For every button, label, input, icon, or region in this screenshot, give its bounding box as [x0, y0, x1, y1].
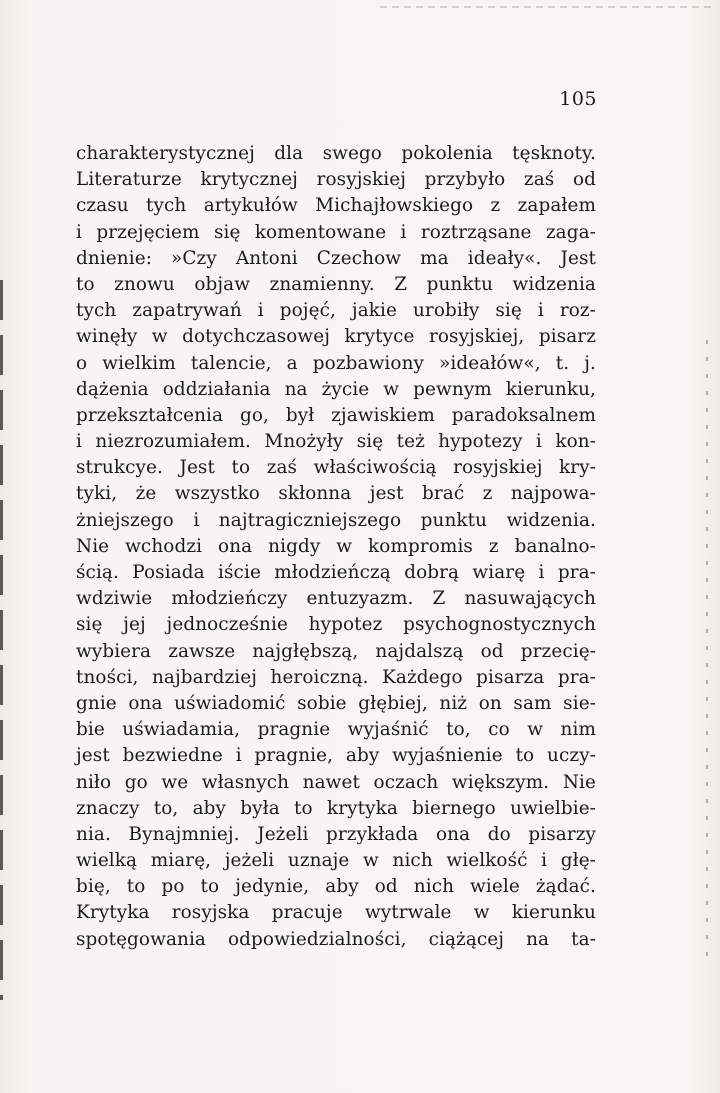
text-line: bie uświadamia, pragnie wyjaśnić to, co w nim — [76, 719, 596, 741]
text-line: to znowu objaw znamienny. Z punktu widzenia — [76, 273, 596, 295]
text-line: nia. Bynajmniej. Jeżeli przykłada ona do pisarzy — [76, 823, 596, 845]
text-line: dnienie: »Czy Antoni Czechow ma ideały«. Jest — [76, 247, 596, 269]
text-line: Literaturze krytycznej rosyjskiej przybyło zaś od — [76, 169, 596, 191]
text-line: jest bezwiedne i pragnie, aby wyjaśnienie to uczy- — [76, 745, 596, 767]
text-line: charakterystycznej dla swego pokolenia tęsknoty. — [76, 143, 596, 164]
page-number: 105 — [559, 88, 597, 110]
text-line: tych zapatrywań i pojęć, jakie urobiły się i roz- — [76, 300, 596, 322]
text-line: tności, najbardziej heroiczną. Każdego pisarza pra- — [76, 666, 596, 688]
text-line: i przejęciem się komentowane i roztrząsane zaga- — [76, 221, 596, 243]
text-line: gnie ona uświadomić sobie głębiej, niż on sam sie- — [76, 692, 596, 714]
text-line: o wielkim talencie, a pozbawiony »ideałów«, t. j. — [76, 352, 596, 374]
text-line: ścią. Posiada iście młodzieńczą dobrą wiarę i pra- — [76, 562, 596, 583]
body-text — [76, 141, 596, 953]
text-line: Krytyka rosyjska pracuje wytrwale w kierunku — [76, 902, 596, 924]
text-line: znaczy to, aby była to krytyka biernego uwielbie- — [76, 797, 596, 819]
text-line: spotęgowania odpowiedzialności, ciążącej na ta- — [76, 928, 596, 950]
text-line: przekształcenia go, był zjawiskiem paradoksalnem — [76, 404, 596, 426]
scan-right-gutter — [706, 340, 708, 960]
text-line: wdziwie młodzieńczy entuzyazm. Z nasuwających — [76, 588, 596, 610]
scan-top-edge — [380, 6, 715, 8]
text-line: wybiera zawsze najgłębszą, najdalszą od przecię- — [76, 640, 596, 662]
scan-left-gutter — [0, 280, 3, 1000]
text-line: i niezrozumiałem. Mnożyły się też hypotezy i kon- — [76, 431, 596, 453]
text-line: niło go we własnych nawet oczach większym. Nie — [76, 771, 596, 793]
text-line: winęły w dotychczasowej krytyce rosyjskiej, pisarz — [76, 326, 596, 348]
text-line: czasu tych artykułów Michajłowskiego z zapałem — [76, 195, 596, 217]
text-line: tyki, że wszystko skłonna jest brać z najpowa- — [76, 483, 596, 505]
text-line: bię, to po to jedynie, aby od nich wiele żądać. — [76, 876, 596, 898]
text-line: się jej jednocześnie hypotez psychognostycznych — [76, 614, 596, 636]
text-line: strukcye. Jest to zaś właściwością rosyjskiej kry- — [76, 457, 596, 479]
text-line: wielką miarę, jeżeli uznaje w nich wielkość i głę- — [76, 850, 596, 872]
text-line: żniejszego i najtragiczniejszego punktu widzenia. — [76, 509, 596, 531]
text-line: dążenia oddziałania na życie w pewnym kierunku, — [76, 378, 596, 400]
text-line: Nie wchodzi ona nigdy w kompromis z banalno- — [76, 535, 596, 557]
